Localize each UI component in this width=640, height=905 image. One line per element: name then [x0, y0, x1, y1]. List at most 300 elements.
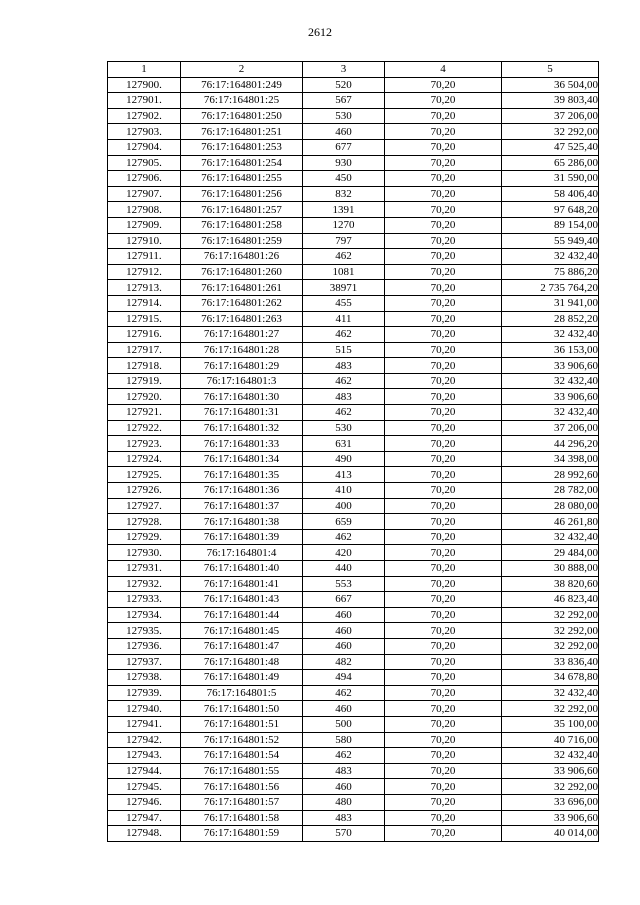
cell-row-number: 127905. — [108, 155, 181, 171]
cell-rate: 70,20 — [385, 405, 502, 421]
table-row — [108, 810, 599, 826]
cell-amount: 32 432,40 — [502, 529, 599, 545]
cell-rate: 70,20 — [385, 217, 502, 233]
cell-amount: 33 906,60 — [502, 763, 599, 779]
cell-area: 413 — [303, 467, 385, 483]
table-row — [108, 514, 599, 530]
cell-row-number: 127906. — [108, 171, 181, 187]
table-row — [108, 561, 599, 577]
cell-cadastral-number: 76:17:164801:250 — [181, 108, 303, 124]
table-row — [108, 779, 599, 795]
header-col-2: 2 — [181, 62, 303, 78]
cell-cadastral-number: 76:17:164801:260 — [181, 264, 303, 280]
cell-rate: 70,20 — [385, 716, 502, 732]
cell-row-number: 127913. — [108, 280, 181, 296]
cell-rate: 70,20 — [385, 561, 502, 577]
cell-row-number: 127937. — [108, 654, 181, 670]
cell-amount: 32 292,00 — [502, 779, 599, 795]
cell-cadastral-number: 76:17:164801:48 — [181, 654, 303, 670]
cell-amount: 75 886,20 — [502, 264, 599, 280]
cell-cadastral-number: 76:17:164801:254 — [181, 155, 303, 171]
cell-row-number: 127948. — [108, 826, 181, 842]
cell-cadastral-number: 76:17:164801:44 — [181, 607, 303, 623]
cell-row-number: 127901. — [108, 93, 181, 109]
cell-row-number: 127918. — [108, 358, 181, 374]
cell-row-number: 127903. — [108, 124, 181, 140]
cell-row-number: 127902. — [108, 108, 181, 124]
table-row — [108, 748, 599, 764]
cell-rate: 70,20 — [385, 592, 502, 608]
cell-area: 411 — [303, 311, 385, 327]
cell-amount: 40 716,00 — [502, 732, 599, 748]
cell-row-number: 127900. — [108, 77, 181, 93]
cell-amount: 36 153,00 — [502, 342, 599, 358]
cell-rate: 70,20 — [385, 483, 502, 499]
cell-rate: 70,20 — [385, 139, 502, 155]
cell-amount: 39 803,40 — [502, 93, 599, 109]
cell-amount: 32 292,00 — [502, 638, 599, 654]
cell-amount: 28 992,60 — [502, 467, 599, 483]
table-row — [108, 607, 599, 623]
cell-amount: 32 432,40 — [502, 373, 599, 389]
cell-row-number: 127941. — [108, 716, 181, 732]
cell-cadastral-number: 76:17:164801:34 — [181, 451, 303, 467]
cell-area: 490 — [303, 451, 385, 467]
header-col-4: 4 — [385, 62, 502, 78]
cell-area: 400 — [303, 498, 385, 514]
cell-cadastral-number: 76:17:164801:263 — [181, 311, 303, 327]
cell-row-number: 127910. — [108, 233, 181, 249]
table-row — [108, 264, 599, 280]
cell-amount: 36 504,00 — [502, 77, 599, 93]
cell-amount: 32 432,40 — [502, 405, 599, 421]
cell-row-number: 127928. — [108, 514, 181, 530]
cell-cadastral-number: 76:17:164801:45 — [181, 623, 303, 639]
cell-area: 420 — [303, 545, 385, 561]
cell-row-number: 127925. — [108, 467, 181, 483]
cell-amount: 46 823,40 — [502, 592, 599, 608]
cell-amount: 32 292,00 — [502, 623, 599, 639]
cell-amount: 30 888,00 — [502, 561, 599, 577]
cell-amount: 28 080,00 — [502, 498, 599, 514]
cell-cadastral-number: 76:17:164801:55 — [181, 763, 303, 779]
cell-area: 667 — [303, 592, 385, 608]
cell-amount: 44 296,20 — [502, 436, 599, 452]
cell-row-number: 127921. — [108, 405, 181, 421]
cell-area: 483 — [303, 810, 385, 826]
cell-cadastral-number: 76:17:164801:5 — [181, 685, 303, 701]
cell-cadastral-number: 76:17:164801:32 — [181, 420, 303, 436]
cell-amount: 46 261,80 — [502, 514, 599, 530]
cell-amount: 33 906,60 — [502, 810, 599, 826]
cell-cadastral-number: 76:17:164801:57 — [181, 794, 303, 810]
table-row — [108, 685, 599, 701]
cell-amount: 32 432,40 — [502, 685, 599, 701]
cell-area: 38971 — [303, 280, 385, 296]
table-row — [108, 77, 599, 93]
cell-rate: 70,20 — [385, 342, 502, 358]
cell-row-number: 127938. — [108, 670, 181, 686]
cell-rate: 70,20 — [385, 810, 502, 826]
cell-cadastral-number: 76:17:164801:4 — [181, 545, 303, 561]
cell-row-number: 127919. — [108, 373, 181, 389]
cell-amount: 97 648,20 — [502, 202, 599, 218]
cell-rate: 70,20 — [385, 529, 502, 545]
cell-rate: 70,20 — [385, 514, 502, 530]
cell-cadastral-number: 76:17:164801:47 — [181, 638, 303, 654]
cell-rate: 70,20 — [385, 311, 502, 327]
cell-cadastral-number: 76:17:164801:39 — [181, 529, 303, 545]
cell-row-number: 127909. — [108, 217, 181, 233]
table-row — [108, 420, 599, 436]
table-row — [108, 436, 599, 452]
cell-rate: 70,20 — [385, 93, 502, 109]
cell-area: 460 — [303, 638, 385, 654]
cell-row-number: 127929. — [108, 529, 181, 545]
cell-rate: 70,20 — [385, 124, 502, 140]
table-row — [108, 186, 599, 202]
cell-area: 462 — [303, 748, 385, 764]
cell-rate: 70,20 — [385, 607, 502, 623]
table-row — [108, 373, 599, 389]
cell-amount: 28 852,20 — [502, 311, 599, 327]
cell-rate: 70,20 — [385, 623, 502, 639]
cell-amount: 47 525,40 — [502, 139, 599, 155]
cell-area: 450 — [303, 171, 385, 187]
cell-area: 483 — [303, 389, 385, 405]
cell-rate: 70,20 — [385, 576, 502, 592]
table-row — [108, 327, 599, 343]
cell-cadastral-number: 76:17:164801:50 — [181, 701, 303, 717]
cell-area: 677 — [303, 139, 385, 155]
cell-amount: 35 100,00 — [502, 716, 599, 732]
cell-cadastral-number: 76:17:164801:253 — [181, 139, 303, 155]
cell-rate: 70,20 — [385, 436, 502, 452]
cell-rate: 70,20 — [385, 451, 502, 467]
cell-cadastral-number: 76:17:164801:255 — [181, 171, 303, 187]
cell-cadastral-number: 76:17:164801:259 — [181, 233, 303, 249]
cell-cadastral-number: 76:17:164801:52 — [181, 732, 303, 748]
cell-rate: 70,20 — [385, 327, 502, 343]
cell-area: 482 — [303, 654, 385, 670]
table-row — [108, 670, 599, 686]
cell-rate: 70,20 — [385, 77, 502, 93]
cell-cadastral-number: 76:17:164801:262 — [181, 295, 303, 311]
table-row — [108, 545, 599, 561]
cell-amount: 32 432,40 — [502, 249, 599, 265]
cell-area: 462 — [303, 249, 385, 265]
cell-row-number: 127917. — [108, 342, 181, 358]
cell-row-number: 127922. — [108, 420, 181, 436]
cell-cadastral-number: 76:17:164801:58 — [181, 810, 303, 826]
cell-rate: 70,20 — [385, 389, 502, 405]
table-row — [108, 93, 599, 109]
cell-row-number: 127947. — [108, 810, 181, 826]
cell-amount: 55 949,40 — [502, 233, 599, 249]
cell-area: 1270 — [303, 217, 385, 233]
cell-row-number: 127944. — [108, 763, 181, 779]
table-row — [108, 389, 599, 405]
cell-cadastral-number: 76:17:164801:49 — [181, 670, 303, 686]
cell-area: 460 — [303, 779, 385, 795]
table-row — [108, 576, 599, 592]
cell-cadastral-number: 76:17:164801:251 — [181, 124, 303, 140]
cell-row-number: 127911. — [108, 249, 181, 265]
cell-row-number: 127912. — [108, 264, 181, 280]
cell-cadastral-number: 76:17:164801:54 — [181, 748, 303, 764]
cell-amount: 32 432,40 — [502, 748, 599, 764]
cell-area: 462 — [303, 685, 385, 701]
cell-rate: 70,20 — [385, 420, 502, 436]
cell-rate: 70,20 — [385, 171, 502, 187]
cell-cadastral-number: 76:17:164801:36 — [181, 483, 303, 499]
cell-row-number: 127904. — [108, 139, 181, 155]
cell-cadastral-number: 76:17:164801:28 — [181, 342, 303, 358]
table-row — [108, 794, 599, 810]
cell-amount: 32 292,00 — [502, 607, 599, 623]
cell-amount: 32 292,00 — [502, 701, 599, 717]
cell-amount: 34 678,80 — [502, 670, 599, 686]
cell-rate: 70,20 — [385, 498, 502, 514]
cell-amount: 65 286,00 — [502, 155, 599, 171]
table-row — [108, 280, 599, 296]
cell-amount: 34 398,00 — [502, 451, 599, 467]
table-row — [108, 139, 599, 155]
cell-amount: 37 206,00 — [502, 420, 599, 436]
cell-area: 567 — [303, 93, 385, 109]
cell-cadastral-number: 76:17:164801:35 — [181, 467, 303, 483]
page-number: 2612 — [308, 25, 332, 39]
header-col-1: 1 — [108, 62, 181, 78]
cell-rate: 70,20 — [385, 701, 502, 717]
cell-cadastral-number: 76:17:164801:37 — [181, 498, 303, 514]
cell-area: 520 — [303, 77, 385, 93]
cell-area: 462 — [303, 373, 385, 389]
cell-amount: 37 206,00 — [502, 108, 599, 124]
cell-amount: 32 292,00 — [502, 124, 599, 140]
cell-rate: 70,20 — [385, 373, 502, 389]
cell-cadastral-number: 76:17:164801:38 — [181, 514, 303, 530]
cell-cadastral-number: 76:17:164801:56 — [181, 779, 303, 795]
cell-cadastral-number: 76:17:164801:256 — [181, 186, 303, 202]
cadastral-table — [107, 61, 599, 842]
cell-row-number: 127932. — [108, 576, 181, 592]
cell-rate: 70,20 — [385, 249, 502, 265]
cell-amount: 38 820,60 — [502, 576, 599, 592]
cell-cadastral-number: 76:17:164801:51 — [181, 716, 303, 732]
cell-area: 483 — [303, 358, 385, 374]
cell-area: 494 — [303, 670, 385, 686]
table-row — [108, 763, 599, 779]
table-row — [108, 171, 599, 187]
cell-row-number: 127914. — [108, 295, 181, 311]
table-row — [108, 233, 599, 249]
cell-amount: 31 941,00 — [502, 295, 599, 311]
table-row — [108, 249, 599, 265]
cell-area: 440 — [303, 561, 385, 577]
cell-row-number: 127943. — [108, 748, 181, 764]
cell-amount: 2 735 764,20 — [502, 280, 599, 296]
cell-row-number: 127933. — [108, 592, 181, 608]
cell-row-number: 127923. — [108, 436, 181, 452]
cell-area: 515 — [303, 342, 385, 358]
table-row — [108, 623, 599, 639]
cell-row-number: 127908. — [108, 202, 181, 218]
cell-row-number: 127927. — [108, 498, 181, 514]
cell-amount: 58 406,40 — [502, 186, 599, 202]
table-row — [108, 295, 599, 311]
table-header — [108, 62, 599, 78]
cell-row-number: 127931. — [108, 561, 181, 577]
cell-cadastral-number: 76:17:164801:3 — [181, 373, 303, 389]
cell-rate: 70,20 — [385, 638, 502, 654]
cell-row-number: 127945. — [108, 779, 181, 795]
cell-row-number: 127942. — [108, 732, 181, 748]
cell-amount: 28 782,00 — [502, 483, 599, 499]
cell-rate: 70,20 — [385, 233, 502, 249]
cell-area: 797 — [303, 233, 385, 249]
cell-cadastral-number: 76:17:164801:41 — [181, 576, 303, 592]
table-row — [108, 342, 599, 358]
table-row — [108, 202, 599, 218]
cell-area: 500 — [303, 716, 385, 732]
cell-cadastral-number: 76:17:164801:40 — [181, 561, 303, 577]
cell-area: 460 — [303, 124, 385, 140]
cell-rate: 70,20 — [385, 826, 502, 842]
table-row — [108, 405, 599, 421]
cell-rate: 70,20 — [385, 748, 502, 764]
cell-area: 832 — [303, 186, 385, 202]
cell-amount: 33 696,00 — [502, 794, 599, 810]
table-row — [108, 155, 599, 171]
cell-cadastral-number: 76:17:164801:59 — [181, 826, 303, 842]
cell-amount: 33 836,40 — [502, 654, 599, 670]
cell-amount: 33 906,60 — [502, 389, 599, 405]
cell-amount: 89 154,00 — [502, 217, 599, 233]
cell-area: 480 — [303, 794, 385, 810]
table-row — [108, 311, 599, 327]
header-row — [108, 62, 599, 78]
cell-row-number: 127920. — [108, 389, 181, 405]
cell-amount: 33 906,60 — [502, 358, 599, 374]
cell-area: 930 — [303, 155, 385, 171]
cell-row-number: 127916. — [108, 327, 181, 343]
cell-area: 1081 — [303, 264, 385, 280]
cell-rate: 70,20 — [385, 155, 502, 171]
cell-amount: 40 014,00 — [502, 826, 599, 842]
cell-row-number: 127936. — [108, 638, 181, 654]
cell-row-number: 127935. — [108, 623, 181, 639]
cell-rate: 70,20 — [385, 545, 502, 561]
cell-cadastral-number: 76:17:164801:43 — [181, 592, 303, 608]
table-row — [108, 498, 599, 514]
cell-row-number: 127934. — [108, 607, 181, 623]
cell-cadastral-number: 76:17:164801:30 — [181, 389, 303, 405]
cell-row-number: 127939. — [108, 685, 181, 701]
table-row — [108, 592, 599, 608]
cell-area: 1391 — [303, 202, 385, 218]
table-row — [108, 217, 599, 233]
cell-cadastral-number: 76:17:164801:261 — [181, 280, 303, 296]
cell-area: 410 — [303, 483, 385, 499]
cell-area: 483 — [303, 763, 385, 779]
cell-amount: 29 484,00 — [502, 545, 599, 561]
table-row — [108, 451, 599, 467]
cell-area: 455 — [303, 295, 385, 311]
header-col-3: 3 — [303, 62, 385, 78]
cell-area: 462 — [303, 529, 385, 545]
cell-row-number: 127924. — [108, 451, 181, 467]
cell-rate: 70,20 — [385, 358, 502, 374]
table-row — [108, 358, 599, 374]
cell-row-number: 127915. — [108, 311, 181, 327]
cell-rate: 70,20 — [385, 779, 502, 795]
cell-rate: 70,20 — [385, 654, 502, 670]
cell-amount: 31 590,00 — [502, 171, 599, 187]
cell-rate: 70,20 — [385, 763, 502, 779]
table-row — [108, 732, 599, 748]
cell-row-number: 127930. — [108, 545, 181, 561]
table-row — [108, 638, 599, 654]
cell-cadastral-number: 76:17:164801:31 — [181, 405, 303, 421]
cell-row-number: 127940. — [108, 701, 181, 717]
cell-area: 553 — [303, 576, 385, 592]
cell-rate: 70,20 — [385, 108, 502, 124]
cell-cadastral-number: 76:17:164801:257 — [181, 202, 303, 218]
cell-row-number: 127946. — [108, 794, 181, 810]
cell-rate: 70,20 — [385, 295, 502, 311]
cell-rate: 70,20 — [385, 264, 502, 280]
cell-area: 462 — [303, 327, 385, 343]
cell-cadastral-number: 76:17:164801:249 — [181, 77, 303, 93]
cell-cadastral-number: 76:17:164801:25 — [181, 93, 303, 109]
cell-rate: 70,20 — [385, 685, 502, 701]
cell-area: 570 — [303, 826, 385, 842]
cell-area: 631 — [303, 436, 385, 452]
cell-cadastral-number: 76:17:164801:33 — [181, 436, 303, 452]
cell-row-number: 127907. — [108, 186, 181, 202]
cell-row-number: 127926. — [108, 483, 181, 499]
table-row — [108, 716, 599, 732]
cell-area: 580 — [303, 732, 385, 748]
cell-area: 530 — [303, 108, 385, 124]
header-col-5: 5 — [502, 62, 599, 78]
table-row — [108, 826, 599, 842]
cell-cadastral-number: 76:17:164801:258 — [181, 217, 303, 233]
cell-area: 462 — [303, 405, 385, 421]
cell-area: 530 — [303, 420, 385, 436]
cell-cadastral-number: 76:17:164801:27 — [181, 327, 303, 343]
table-row — [108, 467, 599, 483]
cell-area: 460 — [303, 607, 385, 623]
table-row — [108, 483, 599, 499]
cell-area: 659 — [303, 514, 385, 530]
cell-cadastral-number: 76:17:164801:29 — [181, 358, 303, 374]
cell-rate: 70,20 — [385, 794, 502, 810]
cell-cadastral-number: 76:17:164801:26 — [181, 249, 303, 265]
cell-rate: 70,20 — [385, 202, 502, 218]
table-row — [108, 108, 599, 124]
table-row — [108, 124, 599, 140]
cell-rate: 70,20 — [385, 670, 502, 686]
cell-rate: 70,20 — [385, 280, 502, 296]
cell-area: 460 — [303, 623, 385, 639]
cell-amount: 32 432,40 — [502, 327, 599, 343]
table-row — [108, 654, 599, 670]
cell-area: 460 — [303, 701, 385, 717]
cell-rate: 70,20 — [385, 467, 502, 483]
table-row — [108, 701, 599, 717]
